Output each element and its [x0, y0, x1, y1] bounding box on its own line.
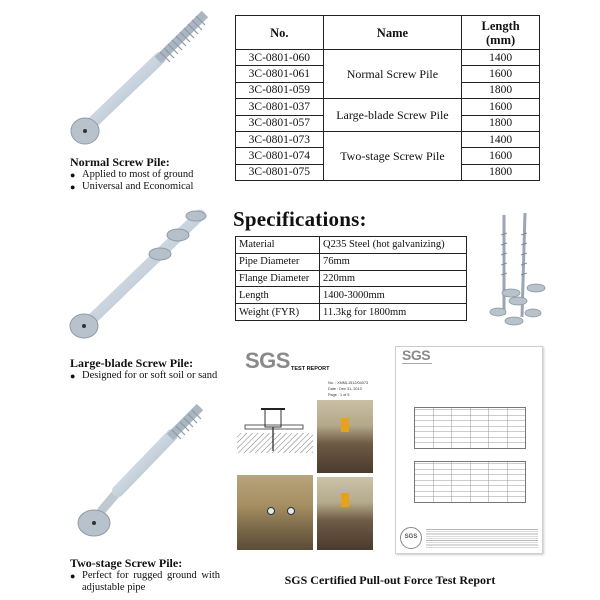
test-photo-3	[317, 477, 373, 550]
pullout-test-diagram	[237, 403, 313, 453]
specifications-table	[235, 236, 467, 321]
cell-name: Normal Screw Pile	[323, 50, 461, 99]
spec-row	[236, 270, 467, 287]
test-photo-2	[237, 475, 313, 550]
sgs-test-report-page-2	[395, 346, 543, 554]
two-stage-screw-pile-caption	[70, 556, 220, 594]
cell-length: 1800	[462, 164, 540, 180]
certificate-caption: SGS Certified Pull-out Force Test Report	[284, 573, 496, 587]
cell-name: Large-blade Screw Pile	[323, 99, 461, 132]
cell-length: 1800	[462, 115, 540, 131]
cell-no: 3C-0801-057	[236, 115, 324, 131]
cell-no: 3C-0801-061	[236, 66, 324, 82]
spec-value: 11.3kg for 1800mm	[320, 304, 467, 321]
spec-value: 1400-3000mm	[320, 287, 467, 304]
spec-value: 76mm	[320, 253, 467, 270]
normal-screw-pile-image	[0, 0, 230, 150]
results-table-1	[414, 407, 526, 449]
product-title: Normal Screw Pile:	[70, 155, 170, 169]
cell-no: 3C-0801-075	[236, 164, 324, 180]
screw-piles-group-image	[478, 205, 553, 330]
spec-row	[236, 304, 467, 321]
spec-value: 220mm	[320, 270, 467, 287]
report-footer-text	[426, 529, 538, 549]
test-report-heading: TEST REPORT	[291, 366, 330, 372]
table-row	[236, 99, 540, 115]
two-stage-screw-pile-image	[0, 395, 230, 545]
spec-label: Flange Diameter	[236, 270, 320, 287]
spec-label: Pipe Diameter	[236, 253, 320, 270]
cell-no: 3C-0801-074	[236, 148, 324, 164]
cell-length: 1400	[462, 131, 540, 147]
spec-label: Weight (FYR)	[236, 304, 320, 321]
header-no: No.	[236, 16, 324, 50]
cell-length: 1600	[462, 148, 540, 164]
spec-value: Q235 Steel (hot galvanizing)	[320, 237, 467, 254]
cell-length: 1600	[462, 99, 540, 115]
sgs-logo: SGS	[245, 348, 290, 373]
cell-length: 1400	[462, 50, 540, 66]
product-bullet: ● Perfect for rugged ground with adjustable pipe	[70, 570, 220, 594]
table-row	[236, 50, 540, 66]
product-table	[235, 15, 540, 181]
large-blade-screw-pile-caption	[70, 356, 220, 382]
spec-row	[236, 253, 467, 270]
large-blade-screw-pile-image	[0, 195, 230, 345]
product-title: Large-blade Screw Pile:	[70, 356, 194, 370]
table-header-row	[236, 16, 540, 50]
cell-name: Two-stage Screw Pile	[323, 131, 461, 180]
normal-screw-pile-caption	[70, 155, 220, 193]
cell-no: 3C-0801-059	[236, 82, 324, 98]
cell-length: 1600	[462, 66, 540, 82]
spec-label: Material	[236, 237, 320, 254]
spec-row	[236, 237, 467, 254]
product-bullet: ● Applied to most of ground	[70, 169, 220, 181]
product-title: Two-stage Screw Pile:	[70, 556, 183, 570]
header-length: Length (mm)	[462, 16, 540, 50]
cell-no: 3C-0801-073	[236, 131, 324, 147]
table-row	[236, 131, 540, 147]
sgs-test-report-page-1	[235, 345, 385, 560]
sgs-logo: SGS	[402, 347, 431, 363]
results-table-2	[414, 461, 526, 503]
report-meta: No. : XMML1512/04073 Date : Dec 31, 2013 Page : 1 of 5	[328, 381, 369, 397]
cell-no: 3C-0801-037	[236, 99, 324, 115]
sgs-stamp: SGS	[400, 527, 422, 549]
test-photo-1	[317, 400, 373, 473]
spec-row	[236, 287, 467, 304]
cell-no: 3C-0801-060	[236, 50, 324, 66]
cell-length: 1800	[462, 82, 540, 98]
product-bullet: ● Designed for or soft soil or sand	[70, 370, 220, 382]
product-bullet: ● Universal and Economical	[70, 181, 220, 193]
spec-label: Length	[236, 287, 320, 304]
specifications-title: Specifications:	[233, 207, 367, 231]
header-name: Name	[323, 16, 461, 50]
